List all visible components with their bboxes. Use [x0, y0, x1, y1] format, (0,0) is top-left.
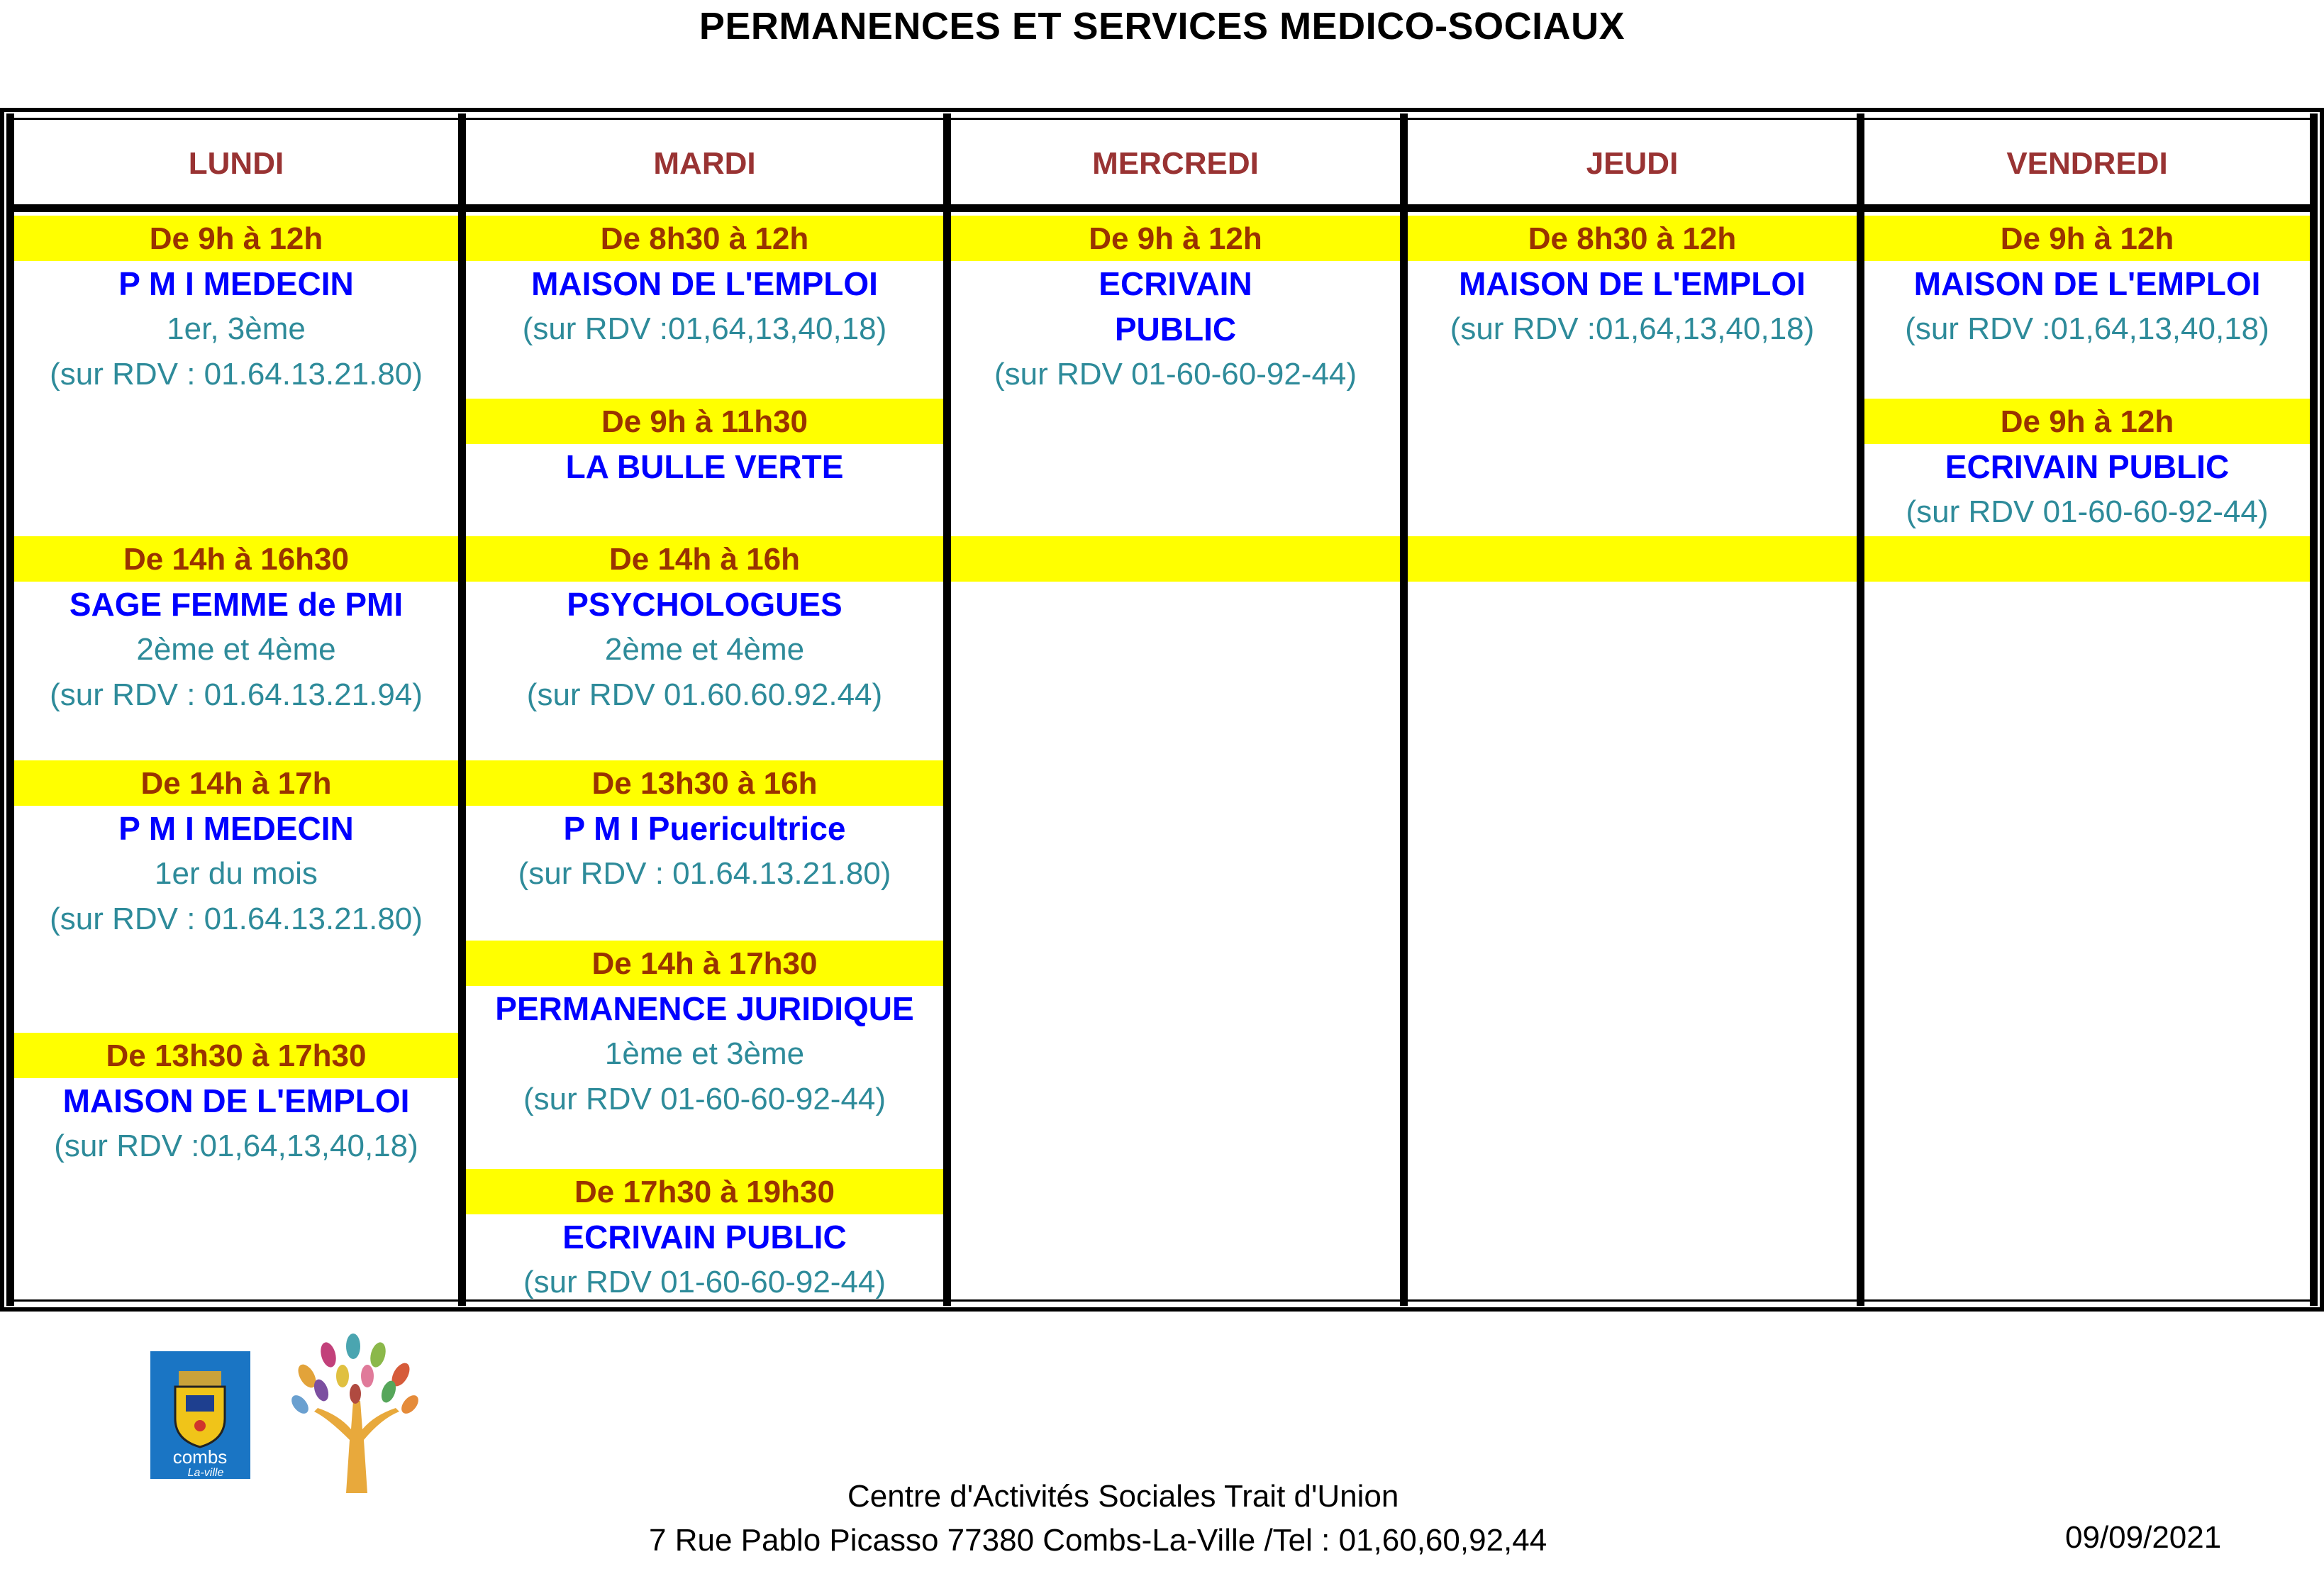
time-bar: De 9h à 12h [1864, 216, 2310, 261]
service-detail: 2ème et 4ème [136, 632, 336, 667]
time-bar: De 9h à 11h30 [466, 399, 943, 444]
column-divider [6, 113, 14, 1306]
time-bar: De 9h à 12h [1864, 399, 2310, 444]
service-phone: (sur RDV :01,64,13,40,18) [54, 1129, 418, 1163]
service-name-line2: PUBLIC [1114, 311, 1237, 348]
header-mercredi: MERCREDI [1092, 146, 1259, 181]
slot-lundi-1 [14, 216, 458, 397]
slot-mardi-1 [466, 216, 943, 352]
service-detail: 1er, 3ème [167, 311, 306, 346]
service-name: P M I MEDECIN [118, 810, 354, 847]
service-phone: (sur RDV : 01.64.13.21.94) [50, 677, 423, 712]
column-divider [458, 113, 466, 1306]
service-name: MAISON DE L'EMPLOI [62, 1082, 410, 1119]
svg-text:La-ville: La-ville [187, 1467, 224, 1479]
header-jeudi: JEUDI [1586, 146, 1679, 181]
service-name: MAISON DE L'EMPLOI [1913, 265, 2261, 302]
service-name: P M I Puericultrice [563, 810, 846, 847]
time-bar: De 8h30 à 12h [1408, 216, 1857, 261]
service-name: PSYCHOLOGUES [567, 586, 843, 623]
combs-la-ville-logo [150, 1351, 250, 1479]
svg-text:combs: combs [172, 1446, 228, 1468]
service-name: P M I MEDECIN [118, 265, 354, 302]
service-name: SAGE FEMME de PMI [69, 586, 404, 623]
slot-mardi-3 [466, 536, 943, 718]
footer-date: 09/09/2021 [2065, 1520, 2222, 1555]
service-phone: (sur RDV : 01.64.13.21.80) [518, 856, 891, 891]
column-divider [2310, 113, 2318, 1306]
service-name: ECRIVAIN [1099, 265, 1252, 302]
empty-time-bar [1408, 536, 1857, 582]
service-phone: (sur RDV :01,64,13,40,18) [522, 311, 887, 346]
empty-time-bar [1864, 536, 2310, 582]
slot-lundi-4 [14, 1033, 458, 1169]
service-phone: (sur RDV 01.60.60.92.44) [526, 677, 883, 712]
service-name: PERMANENCE JURIDIQUE [495, 990, 914, 1027]
slot-mardi-2 [466, 399, 943, 489]
slot-vendredi-1 [1864, 216, 2310, 352]
time-bar: De 14h à 16h [466, 536, 943, 582]
service-phone: (sur RDV :01,64,13,40,18) [1450, 311, 1815, 346]
service-phone: (sur RDV 01-60-60-92-44) [523, 1265, 886, 1299]
service-name: LA BULLE VERTE [565, 448, 844, 485]
slot-lundi-2 [14, 536, 458, 718]
slot-lundi-3 [14, 760, 458, 942]
header-lundi: LUNDI [188, 146, 284, 181]
time-bar: De 13h30 à 17h30 [14, 1033, 458, 1078]
time-bar: De 14h à 17h [14, 760, 458, 806]
time-bar: De 9h à 12h [14, 216, 458, 261]
time-bar: De 13h30 à 16h [466, 760, 943, 806]
slot-jeudi-1 [1408, 216, 1857, 352]
footer-address: 7 Rue Pablo Picasso 77380 Combs-La-Ville /Tel : 01,60,60,92,44 [649, 1523, 1547, 1558]
empty-time-bar [951, 536, 1400, 582]
footer-organization: Centre d'Activités Sociales Trait d'Union [847, 1479, 1399, 1514]
time-bar: De 17h30 à 19h30 [466, 1169, 943, 1214]
service-detail: 1er du mois [155, 856, 318, 891]
header-divider [8, 204, 2315, 212]
service-phone: (sur RDV 01-60-60-92-44) [523, 1082, 886, 1116]
column-divider [943, 113, 951, 1306]
service-phone: (sur RDV 01-60-60-92-44) [994, 357, 1357, 392]
service-name: ECRIVAIN PUBLIC [562, 1219, 847, 1255]
slot-mardi-4 [466, 760, 943, 897]
column-divider [1400, 113, 1408, 1306]
service-phone: (sur RDV : 01.64.13.21.80) [50, 902, 423, 936]
tree-logo [279, 1334, 431, 1493]
service-phone: (sur RDV : 01.64.13.21.80) [50, 357, 423, 392]
slot-mardi-6 [466, 1169, 943, 1305]
header-mardi: MARDI [653, 146, 756, 181]
time-bar: De 9h à 12h [951, 216, 1400, 261]
column-divider [1857, 113, 1864, 1306]
slot-vendredi-2 [1864, 399, 2310, 535]
service-name: ECRIVAIN PUBLIC [1945, 448, 2230, 485]
service-detail: 1ème et 3ème [604, 1036, 805, 1071]
service-phone: (sur RDV 01-60-60-92-44) [1906, 494, 2269, 529]
time-bar: De 14h à 17h30 [466, 941, 943, 986]
time-bar: De 8h30 à 12h [466, 216, 943, 261]
service-name: MAISON DE L'EMPLOI [531, 265, 878, 302]
page-title: PERMANENCES ET SERVICES MEDICO-SOCIAUX [699, 5, 1625, 48]
time-bar: De 14h à 16h30 [14, 536, 458, 582]
service-name: MAISON DE L'EMPLOI [1459, 265, 1806, 302]
slot-mardi-5 [466, 941, 943, 1122]
slot-mercredi-1 [951, 216, 1400, 397]
service-phone: (sur RDV :01,64,13,40,18) [1905, 311, 2269, 346]
service-detail: 2ème et 4ème [604, 632, 805, 667]
header-vendredi: VENDREDI [2006, 146, 2168, 181]
